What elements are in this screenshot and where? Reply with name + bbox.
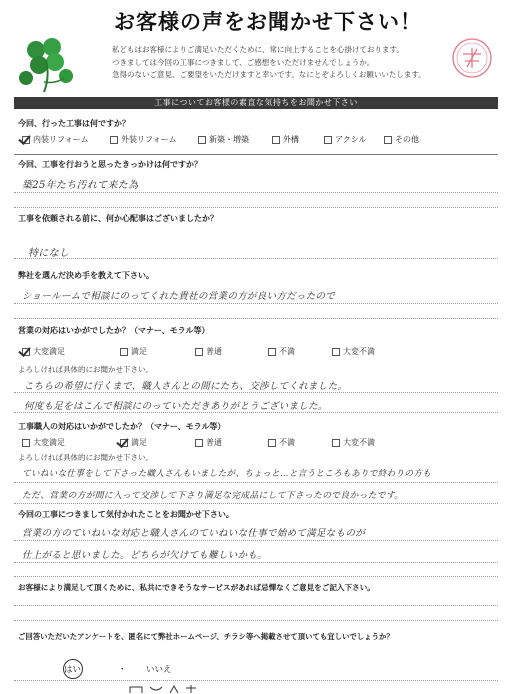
answer-line — [14, 503, 498, 504]
section-band: 工事についてお客様の素直な気持ちをお聞かせ下さい — [14, 97, 498, 109]
q6-option[interactable]: 満足 — [120, 437, 195, 448]
yes-option[interactable] — [60, 661, 96, 677]
q7-answer: 仕上がると思いました。どちらが欠けても難しいかも。 — [22, 550, 268, 561]
answer-line — [14, 482, 498, 483]
q5-options — [22, 346, 402, 357]
answer-line — [14, 620, 498, 621]
q9-question: ご回答いただいたアンケートを、匿名にて弊社ホームページ、チラシ等へ掲載させて頂いても宜しいでしょうか？ — [18, 632, 394, 641]
q6-question: 工事職人の対応はいかがでしたか？（マナー、モラル等） — [18, 422, 226, 431]
q6-answer: ていねいな仕事をして下さった職人さんもいましたが、ちょっと…と言うところもありで終わりの方も — [22, 469, 432, 479]
q1-question: 今回、行った工事は何ですか？ — [18, 119, 130, 128]
answer-line — [14, 562, 498, 563]
checkbox[interactable] — [268, 348, 276, 356]
q1-options — [22, 134, 436, 145]
checkbox[interactable] — [272, 136, 280, 144]
q5-option[interactable]: 普通 — [195, 346, 268, 357]
answer-line — [14, 605, 498, 606]
answer-line — [14, 540, 498, 541]
q6-option[interactable]: 不満 — [268, 437, 332, 448]
q1-option[interactable]: 内装リフォーム — [22, 134, 110, 145]
q4-question: 弊社を選んだ決め手を教えて下さい。 — [18, 271, 154, 280]
q5-question: 営業の対応はいかがでしたか？（マナー、モラル等） — [18, 326, 210, 335]
answer-line — [14, 303, 498, 304]
checkbox[interactable] — [110, 136, 118, 144]
answer-line — [14, 680, 498, 681]
yes-label: はい — [64, 665, 82, 675]
checkbox[interactable] — [268, 439, 276, 447]
q5-option[interactable]: 大変満足 — [22, 346, 120, 357]
checkbox[interactable] — [332, 348, 340, 356]
q6-answer: ただ、営業の方が間に入って交渉して下さり満足な完成品にして下さったので良かったです。 — [22, 491, 404, 501]
answer-line — [14, 207, 498, 208]
q5-detail-prompt: よろしければ具体的にお聞かせ下さい。 — [18, 365, 153, 374]
q1-option[interactable]: 外構 — [272, 134, 324, 145]
q6-option[interactable]: 大変不満 — [332, 437, 402, 448]
handwriting-fragment — [126, 684, 216, 694]
q3-answer: 特になし — [28, 248, 70, 259]
checkbox[interactable] — [22, 348, 30, 356]
q5-option[interactable]: 満足 — [120, 346, 195, 357]
checkbox[interactable] — [120, 348, 128, 356]
q2-answer: 築25年たち汚れて来た為 — [22, 180, 139, 191]
q6-option[interactable]: 大変満足 — [22, 437, 120, 448]
q2-question: 今回、工事を行おうと思ったきっかけは何ですか？ — [18, 160, 202, 169]
checkbox[interactable] — [195, 348, 203, 356]
q7-answer: 営業の方のていねいな対応と職人さんのていねいな仕事で始めて満足なものが — [22, 528, 366, 539]
intro-line: 急得のないご意見、ご要望をいただけますと幸いです。なにとぞよろしくお願いいたします。 — [112, 70, 426, 79]
option-separator: ・ — [118, 665, 127, 675]
checkbox[interactable] — [195, 439, 203, 447]
answer-line — [14, 192, 498, 193]
checkbox[interactable] — [22, 136, 30, 144]
checkbox[interactable] — [324, 136, 332, 144]
q6-option[interactable]: 普通 — [195, 437, 268, 448]
page-title: お客様の声をお聞かせ下さい！ — [114, 10, 422, 34]
checkbox[interactable] — [332, 439, 340, 447]
q5-option[interactable]: 大変不満 — [332, 346, 402, 357]
intro-line: つきましては今回の工事につきまして、ご感想をいただけませんでしょうか。 — [112, 57, 375, 67]
q1-option[interactable]: 新築・増築 — [198, 134, 272, 145]
q3-question: 工事を依頼される前に、何か心配事はございましたか？ — [18, 214, 218, 223]
no-option[interactable]: いいえ — [146, 665, 172, 675]
intro-line: 私どもはお客様によりご満足いただくために、常に向上することを心掛けております。 — [112, 45, 404, 54]
q5-option[interactable]: 不満 — [268, 346, 332, 357]
answer-line — [14, 576, 498, 577]
intro-text — [112, 44, 426, 82]
q6-detail-prompt: よろしければ具体的にお聞かせ下さい。 — [18, 453, 153, 462]
q7-question: 今回の工事につきまして気付かれたことをお聞かせ下さい。 — [18, 510, 234, 519]
answer-line — [14, 258, 498, 259]
q4-answer: ショールームで相談にのってくれた貴社の営業の方が良い方だったので — [22, 291, 336, 302]
divider — [14, 154, 498, 155]
q5-answer: 何度も足をはこんで相談にのっていただきありがとうございました。 — [24, 401, 328, 412]
q8-question: お客様により満足して頂くために、私共にできそうなサービスがあれば忌憚なくご意見をご記入下さい。 — [18, 583, 375, 592]
checkbox[interactable] — [384, 136, 392, 144]
checkbox[interactable] — [120, 439, 128, 447]
stamp-icon — [448, 34, 496, 82]
clover-icon — [14, 32, 80, 94]
answer-line — [14, 318, 498, 319]
q1-option[interactable]: その他 — [384, 134, 436, 145]
checkbox[interactable] — [22, 439, 30, 447]
q6-options — [22, 437, 402, 448]
answer-line — [14, 392, 498, 393]
answer-line — [14, 412, 498, 413]
q1-option[interactable]: 外装リフォーム — [110, 134, 198, 145]
q1-option[interactable]: アクシル — [324, 134, 384, 145]
checkbox[interactable] — [198, 136, 206, 144]
q5-answer: こちらの希望に行くまで、職人さんとの間にたち、交渉してくれました。 — [24, 381, 348, 392]
